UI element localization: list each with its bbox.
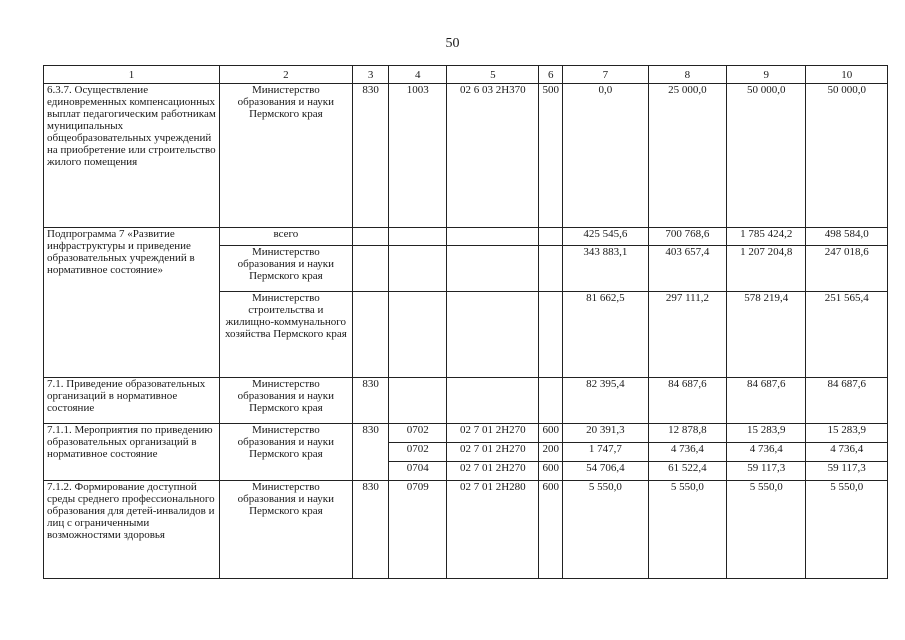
cell-col3 xyxy=(352,292,388,378)
cell-col3 xyxy=(352,228,388,246)
cell-col6 xyxy=(539,292,563,378)
row-name: 6.3.7. Осуществление единовременных компенсационных выплат педагогическим работникам муниципальных общеобразовательных учреждений на приобретение или строительство жилого помещения xyxy=(44,84,220,228)
cell-col4: 0704 xyxy=(389,462,447,481)
cell-col8: 12 878,8 xyxy=(648,424,726,443)
cell-col9: 15 283,9 xyxy=(727,424,806,443)
table-row xyxy=(44,84,888,228)
row-name: 7.1. Приведение образовательных организаций в нормативное состояние xyxy=(44,378,220,424)
cell-col9: 84 687,6 xyxy=(727,378,806,424)
cell-col5 xyxy=(447,292,539,378)
row-name: 7.1.1. Мероприятия по приведению образовательных организаций в нормативное состояние xyxy=(44,424,220,481)
cell-col5 xyxy=(447,378,539,424)
header-cell: 10 xyxy=(806,66,888,84)
cell-col5: 02 7 01 2Н270 xyxy=(447,424,539,443)
table-row xyxy=(44,481,888,579)
cell-col9: 5 550,0 xyxy=(727,481,806,579)
table-row xyxy=(44,378,888,424)
budget-table xyxy=(43,65,888,579)
header-cell: 2 xyxy=(219,66,352,84)
cell-col5 xyxy=(447,246,539,292)
header-cell: 4 xyxy=(389,66,447,84)
cell-col7: 82 395,4 xyxy=(563,378,649,424)
cell-col6: 600 xyxy=(539,481,563,579)
cell-col7: 81 662,5 xyxy=(563,292,649,378)
cell-col6: 200 xyxy=(539,443,563,462)
cell-col4: 0709 xyxy=(389,481,447,579)
row-name: 7.1.2. Формирование доступной среды среднего профессионального образования для детей-инвалидов и лиц с ограниченными возможностями здоровья xyxy=(44,481,220,579)
cell-col9: 1 207 204,8 xyxy=(727,246,806,292)
cell-col10: 50 000,0 xyxy=(806,84,888,228)
cell-col3: 830 xyxy=(352,378,388,424)
header-cell: 9 xyxy=(727,66,806,84)
row-organization: Министерство строительства и жилищно-коммунального хозяйства Пермского края xyxy=(219,292,352,378)
page-number: 50 xyxy=(445,36,460,51)
cell-col8: 61 522,4 xyxy=(648,462,726,481)
cell-col10: 84 687,6 xyxy=(806,378,888,424)
cell-col3: 830 xyxy=(352,424,388,481)
cell-col3 xyxy=(352,246,388,292)
cell-col6 xyxy=(539,378,563,424)
cell-col4 xyxy=(389,228,447,246)
row-organization: Министерство образования и науки Пермского края xyxy=(219,378,352,424)
cell-col4 xyxy=(389,246,447,292)
cell-col4: 0702 xyxy=(389,443,447,462)
cell-col8: 84 687,6 xyxy=(648,378,726,424)
cell-col4 xyxy=(389,378,447,424)
header-cell: 6 xyxy=(539,66,563,84)
cell-col7: 1 747,7 xyxy=(563,443,649,462)
cell-col4: 1003 xyxy=(389,84,447,228)
cell-col5: 02 7 01 2Н270 xyxy=(447,462,539,481)
cell-col8: 403 657,4 xyxy=(648,246,726,292)
header-cell: 1 xyxy=(44,66,220,84)
cell-col5: 02 7 01 2Н280 xyxy=(447,481,539,579)
row-organization: Министерство образования и науки Пермского края xyxy=(219,481,352,579)
table-row xyxy=(44,424,888,443)
cell-col7: 0,0 xyxy=(563,84,649,228)
cell-col8: 297 111,2 xyxy=(648,292,726,378)
table-header-row xyxy=(44,66,888,84)
header-cell: 7 xyxy=(563,66,649,84)
cell-col8: 4 736,4 xyxy=(648,443,726,462)
cell-col10: 498 584,0 xyxy=(806,228,888,246)
cell-col4: 0702 xyxy=(389,424,447,443)
cell-col3: 830 xyxy=(352,481,388,579)
cell-col6 xyxy=(539,246,563,292)
cell-col10: 247 018,6 xyxy=(806,246,888,292)
cell-col6: 600 xyxy=(539,424,563,443)
cell-col6: 600 xyxy=(539,462,563,481)
row-organization: всего xyxy=(219,228,352,246)
cell-col10: 15 283,9 xyxy=(806,424,888,443)
cell-col5: 02 7 01 2Н270 xyxy=(447,443,539,462)
cell-col7: 5 550,0 xyxy=(563,481,649,579)
cell-col7: 343 883,1 xyxy=(563,246,649,292)
cell-col5: 02 6 03 2Н370 xyxy=(447,84,539,228)
cell-col10: 59 117,3 xyxy=(806,462,888,481)
cell-col9: 578 219,4 xyxy=(727,292,806,378)
row-organization: Министерство образования и науки Пермского края xyxy=(219,246,352,292)
cell-col9: 50 000,0 xyxy=(727,84,806,228)
cell-col4 xyxy=(389,292,447,378)
cell-col7: 54 706,4 xyxy=(563,462,649,481)
header-cell: 5 xyxy=(447,66,539,84)
cell-col6 xyxy=(539,228,563,246)
cell-col6: 500 xyxy=(539,84,563,228)
cell-col9: 1 785 424,2 xyxy=(727,228,806,246)
cell-col10: 251 565,4 xyxy=(806,292,888,378)
header-cell: 3 xyxy=(352,66,388,84)
cell-col8: 5 550,0 xyxy=(648,481,726,579)
cell-col10: 5 550,0 xyxy=(806,481,888,579)
row-name: Подпрограмма 7 «Развитие инфраструктуры и приведение образовательных учреждений в нормативное состояние» xyxy=(44,228,220,378)
cell-col9: 4 736,4 xyxy=(727,443,806,462)
cell-col7: 425 545,6 xyxy=(563,228,649,246)
cell-col5 xyxy=(447,228,539,246)
header-cell: 8 xyxy=(648,66,726,84)
table-row xyxy=(44,228,888,246)
cell-col3: 830 xyxy=(352,84,388,228)
row-organization: Министерство образования и науки Пермского края xyxy=(219,84,352,228)
row-organization: Министерство образования и науки Пермского края xyxy=(219,424,352,481)
cell-col7: 20 391,3 xyxy=(563,424,649,443)
cell-col8: 25 000,0 xyxy=(648,84,726,228)
cell-col8: 700 768,6 xyxy=(648,228,726,246)
cell-col10: 4 736,4 xyxy=(806,443,888,462)
cell-col9: 59 117,3 xyxy=(727,462,806,481)
